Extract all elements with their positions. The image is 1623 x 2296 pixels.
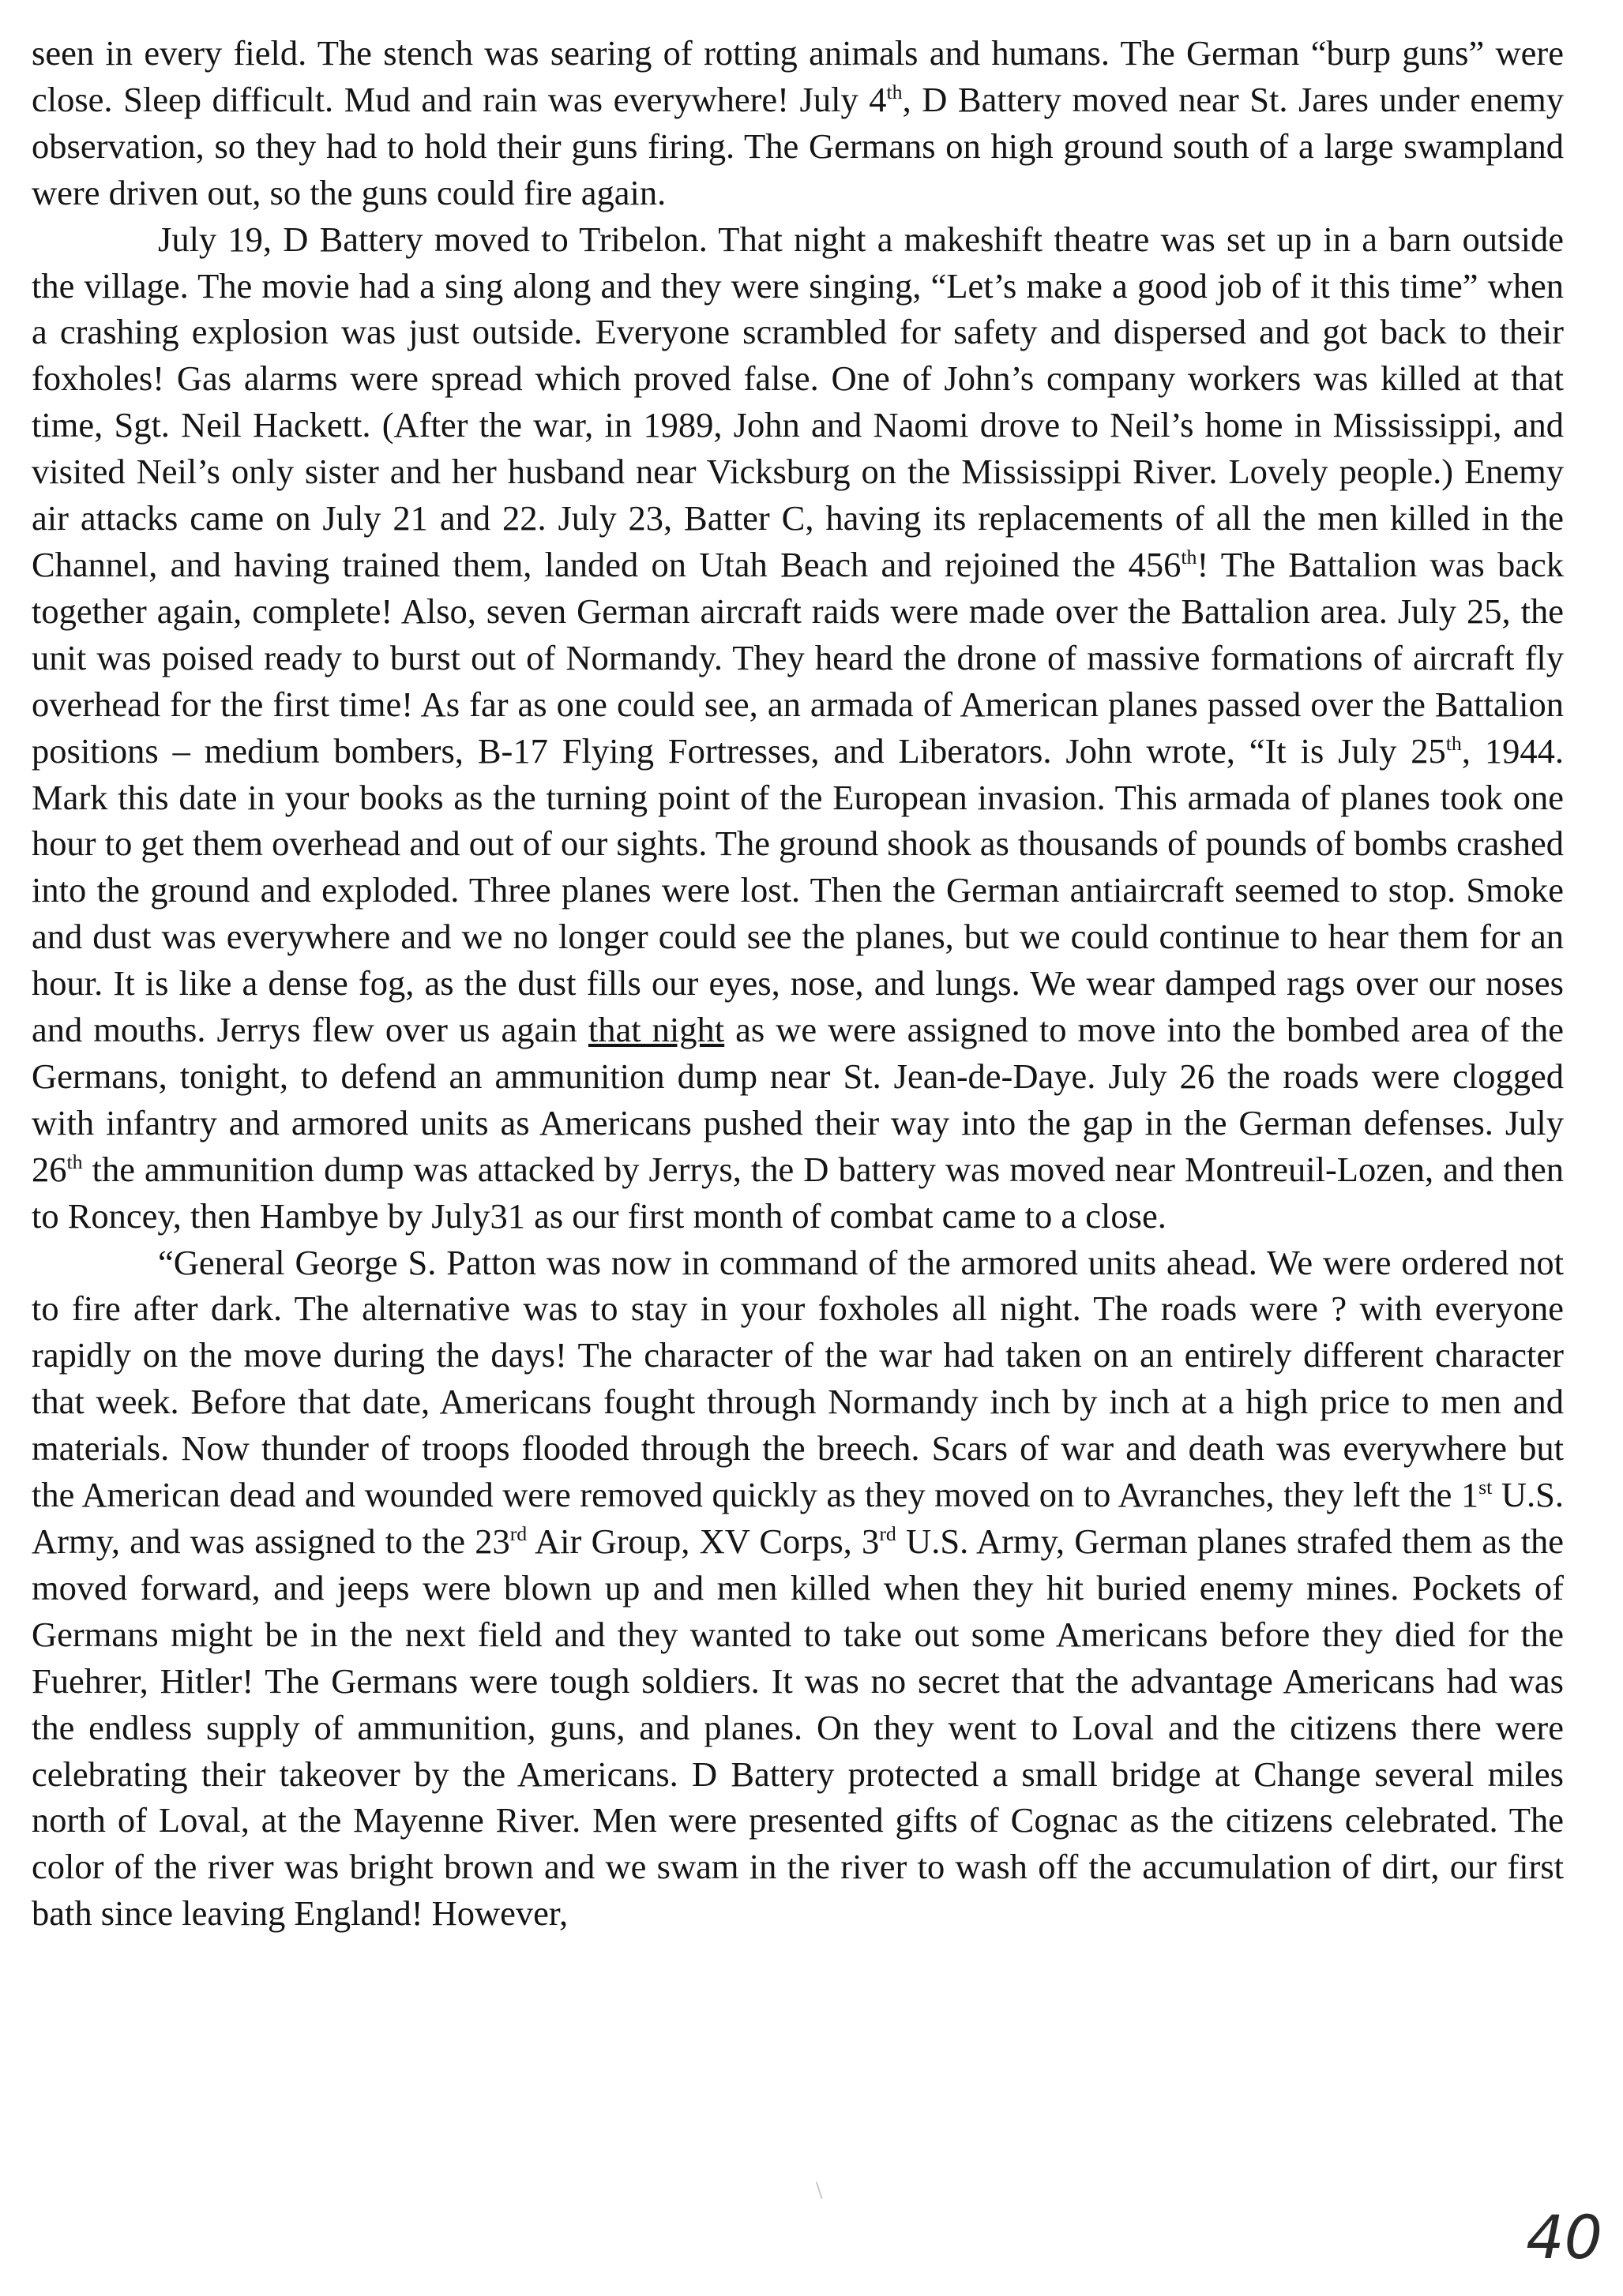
document-body <box>32 30 1564 1937</box>
paragraph <box>32 216 1564 1240</box>
superscript-ordinal: th <box>1445 731 1462 755</box>
text-run: U.S. Army, and was assigned to the 23 <box>32 1475 1564 1561</box>
superscript-ordinal: th <box>886 81 903 104</box>
superscript-ordinal: rd <box>509 1522 528 1546</box>
text-run: Air Group, XV Corps, 3 <box>527 1521 880 1561</box>
underlined-text: that night <box>588 1010 725 1050</box>
text-run: as we were assigned to move into the bombed area of the Germans, tonight, to defend an ammunition dump near St. Jean-de-Daye. July 26 the roads were clogged with infantry and armored units as Americans pushed their way into the gap in the German defenses. July 26 <box>32 1010 1564 1189</box>
text-run: seen in every field. The stench was searing of rotting animals and humans. The German “burp guns” were close. Sleep difficult. Mud and rain was everywhere! July 4 <box>32 33 1564 119</box>
text-run: the ammunition dump was attacked by Jerrys, the D battery was moved near Montreuil-Lozen, and then to Roncey, then Hambye by July31 as our first month of combat came to a close. <box>32 1149 1564 1236</box>
text-run: , 1944. Mark this date in your books as the turning point of the European invasion. This armada of planes took one hour to get them overhead and out of our sights. The ground shook as thousands of pounds of bombs crashed into the ground and exploded. Three planes were lost. Then the German antiaircraft seemed to stop. Smoke and dust was everywhere and we no longer could see the planes, but we could continue to hear them for an hour. It is like a dense fog, as the dust fills our eyes, nose, and lungs. We wear damped rags over our noses and mouths. Jerrys flew over us again <box>32 730 1565 1050</box>
scan-mark <box>816 2180 828 2199</box>
paragraph <box>32 1240 1564 1938</box>
paragraph <box>32 30 1564 216</box>
page-number: 40 <box>1526 2202 1602 2272</box>
superscript-ordinal: th <box>66 1150 83 1173</box>
text-run: , D Battery moved near St. Jares under enemy observation, so they had to hold their guns firing. The Germans on high ground south of a large swampland were driven out, so the guns could fire again. <box>32 79 1565 212</box>
superscript-ordinal: rd <box>879 1522 896 1546</box>
superscript-ordinal: th <box>1181 546 1197 569</box>
text-run: July 19, D Battery moved to Tribelon. That night a makeshift theatre was set up in a barn outside the village. The movie had a sing along and they were singing, “Let’s make a good job of it this time” when a crashing explosion was just outside. Everyone scrambled for safety and dispersed and got back to their foxholes! Gas alarms were spread which proved false. One of John’s company workers was killed at that time, Sgt. Neil Hackett. (After the war, in 1989, John and Naomi drove to Neil’s home in Mississippi, and visited Neil’s only sister and her husband near Vicksburg on the Mississippi River. Lovely people.) Enemy air attacks came on July 21 and 22. July 23, Batter C, having its replacements of all the men killed in the Channel, and having trained them, landed on Utah Beach and rejoined the 456 <box>32 219 1564 584</box>
text-run: ! The Battalion was back together again, complete! Also, seven German aircraft raids were made over the Battalion area. July 25, the unit was poised ready to burst out of Normandy. They heard the drone of massive formations of aircraft fly overhead for the first time! As far as one could see, an armada of American planes passed over the Battalion positions – medium bombers, B-17 Flying Fortresses, and Liberators. John wrote, “It is July 25 <box>32 544 1565 771</box>
text-run: “General George S. Patton was now in command of the armored units ahead. We were ordered not to fire after dark. The alternative was to stay in your foxholes all night. The roads were ? with everyone rapidly on the move during the days! The character of the war had taken on an entirely different character that week. Before that date, Americans fought through Normandy inch by inch at a high price to men and materials. Now thunder of troops flooded through the breech. Scars of war and death was everywhere but the American dead and wounded were removed quickly as they moved on to Avranches, they left the 1 <box>32 1242 1564 1515</box>
text-run: U.S. Army, German planes strafed them as the moved forward, and jeeps were blown up and men killed when they hit buried enemy mines. Pockets of Germans might be in the next field and they wanted to take out some Americans before they died for the Fuehrer, Hitler! The Germans were tough soldiers. It was no secret that the advantage Americans had was the endless supply of ammunition, guns, and planes. On they went to Loval and the citizens there were celebrating their takeover by the Americans. D Battery protected a small bridge at Change several miles north of Loval, at the Mayenne River. Men were presented gifts of Cognac as the citizens celebrated. The color of the river was bright brown and we swam in the river to wash off the accumulation of dirt, our first bath since leaving England! However, <box>32 1521 1564 1934</box>
superscript-ordinal: st <box>1478 1476 1493 1499</box>
